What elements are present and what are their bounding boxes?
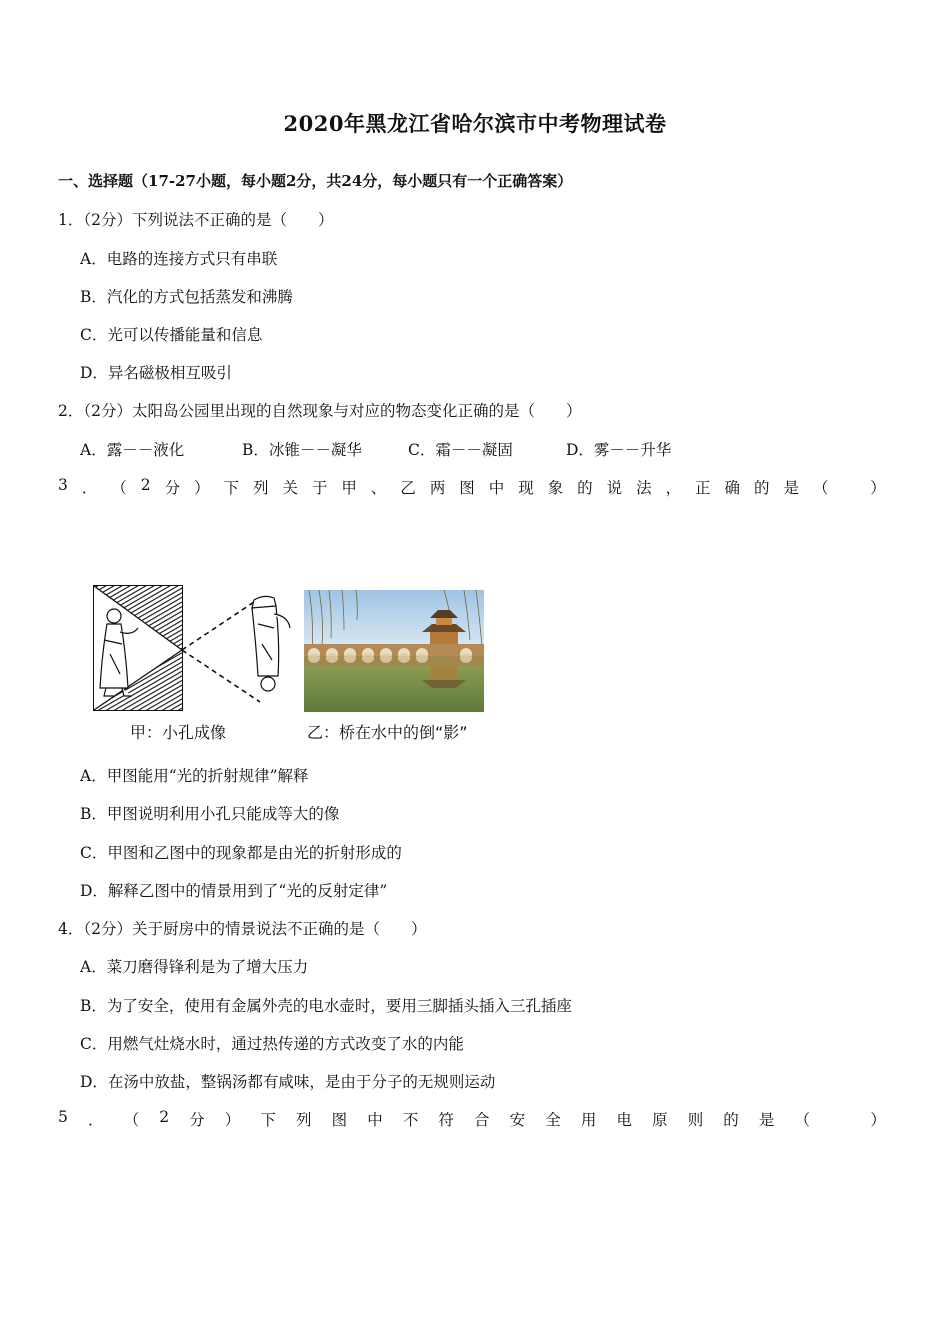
light-ray-upper [182,598,260,650]
stem-char: 的 [577,479,593,497]
stem-char: 列 [295,1111,312,1129]
stem-char: 法 [636,479,652,497]
stem-char: 安 [509,1111,526,1129]
stem-char: 中 [488,479,505,497]
question-4-option-c: C．用燃气灶烧水时，通过热传递的方式改变了水的内能 [80,1035,464,1053]
stem-char: 说 [606,479,623,497]
light-ray-lower [182,650,260,702]
section-heading: 一、选择题（17-27小题，每小题2分，共24分，每小题只有一个正确答案） [58,172,573,190]
stem-char: ） [870,479,886,497]
stem-char: 中 [367,1111,383,1129]
figure-caption-jia: 甲：小孔成像 [130,723,227,742]
question-2-option-b: B．冰锥－－凝华 [242,441,362,459]
bridge-reflection-photo [304,590,484,712]
stem-char: 甲 [341,479,357,497]
question-1-option-a: A．电路的连接方式只有串联 [80,250,278,268]
question-2-option-a: A．露－－液化 [80,441,185,459]
stem-char: （ [812,479,829,497]
question-2-option-d: D．雾－－升华 [566,441,672,459]
stem-char: 的 [753,479,770,497]
stem-char: 2 [140,476,151,494]
stem-char: 5 [58,1108,68,1126]
question-1-option-b: B．汽化的方式包括蒸发和沸腾 [80,288,293,306]
stem-char: 2 [159,1108,170,1126]
stem-char: 分 [189,1111,205,1129]
question-4-stem: 4．（2分）关于厨房中的情景说法不正确的是（ ） [58,920,427,938]
stem-char: （ [111,479,127,497]
stem-char: 、 [370,479,387,497]
stem-char: 用 [580,1111,597,1129]
stem-char: 两 [429,479,446,497]
stem-char: 电 [616,1111,632,1129]
stem-char: 全 [545,1111,561,1129]
question-4-option-d: D．在汤中放盐，整锅汤都有咸味，是由于分子的无规则运动 [80,1073,496,1091]
question-2-option-c: C．霜－－凝固 [408,441,513,459]
question-3-option-d: D．解释乙图中的情景用到了“光的反射定律” [80,882,388,900]
stem-char: 下 [260,1111,276,1129]
figure-caption-yi: 乙：桥在水中的倒“影” [307,723,468,742]
stem-char: 下 [223,479,240,497]
stem-char: 原 [652,1111,668,1129]
stem-char: 乙 [400,479,416,497]
stem-char: 是 [758,1111,775,1129]
stem-char: 图 [331,1111,348,1129]
stem-char: 的 [723,1111,739,1129]
stem-char: 图 [459,479,475,497]
stem-char: 分 [164,479,181,497]
stem-char: 关 [282,479,298,497]
stem-char: 合 [474,1111,490,1129]
stem-char: 象 [547,479,564,497]
stem-char: 确 [724,479,741,497]
stem-char: ） [194,479,210,497]
question-1-stem: 1．（2分）下列说法不正确的是（ ） [58,211,334,229]
stem-char: 3 [58,476,68,494]
question-2-options [80,438,671,460]
stem-char: （ [123,1111,140,1129]
question-1-option-d: D．异名磁极相互吸引 [80,364,232,382]
question-4-option-a: A．菜刀磨得锋利是为了增大压力 [80,958,309,976]
stem-char: 正 [695,479,711,497]
question-4-option-b: B．为了安全，使用有金属外壳的电水壶时，要用三脚插头插入三孔插座 [80,997,572,1015]
stem-char: ． [87,1111,104,1129]
object-person-figure [252,596,290,691]
stem-char: 是 [783,479,799,497]
stem-char: 不 [402,1111,419,1129]
stem-char: ， [665,479,682,497]
stem-char: 符 [438,1111,454,1129]
stem-char: ） [870,1111,886,1129]
stem-char: 于 [311,479,328,497]
question-3-option-c: C．甲图和乙图中的现象都是由光的折射形成的 [80,844,402,862]
exam-title: 2020年黑龙江省哈尔滨市中考物理试卷 [283,111,667,136]
question-2-stem: 2．（2分）太阳岛公园里出现的自然现象与对应的物态变化正确的是（ ） [58,402,582,420]
question-5-stem [58,1108,886,1130]
stem-char: ． [81,479,98,497]
stem-char: 则 [687,1111,704,1129]
question-3-option-a: A．甲图能用“光的折射规律”解释 [80,767,309,785]
question-3-option-b: B．甲图说明利用小孔只能成等大的像 [80,805,340,823]
question-3-stem [58,476,886,498]
pinhole-imaging-figure [92,584,297,714]
stem-char: （ [794,1111,811,1129]
question-1-option-c: C．光可以传播能量和信息 [80,326,263,344]
stem-char: 现 [518,479,534,497]
stem-char: ） [224,1111,241,1129]
stem-char: 列 [253,479,269,497]
